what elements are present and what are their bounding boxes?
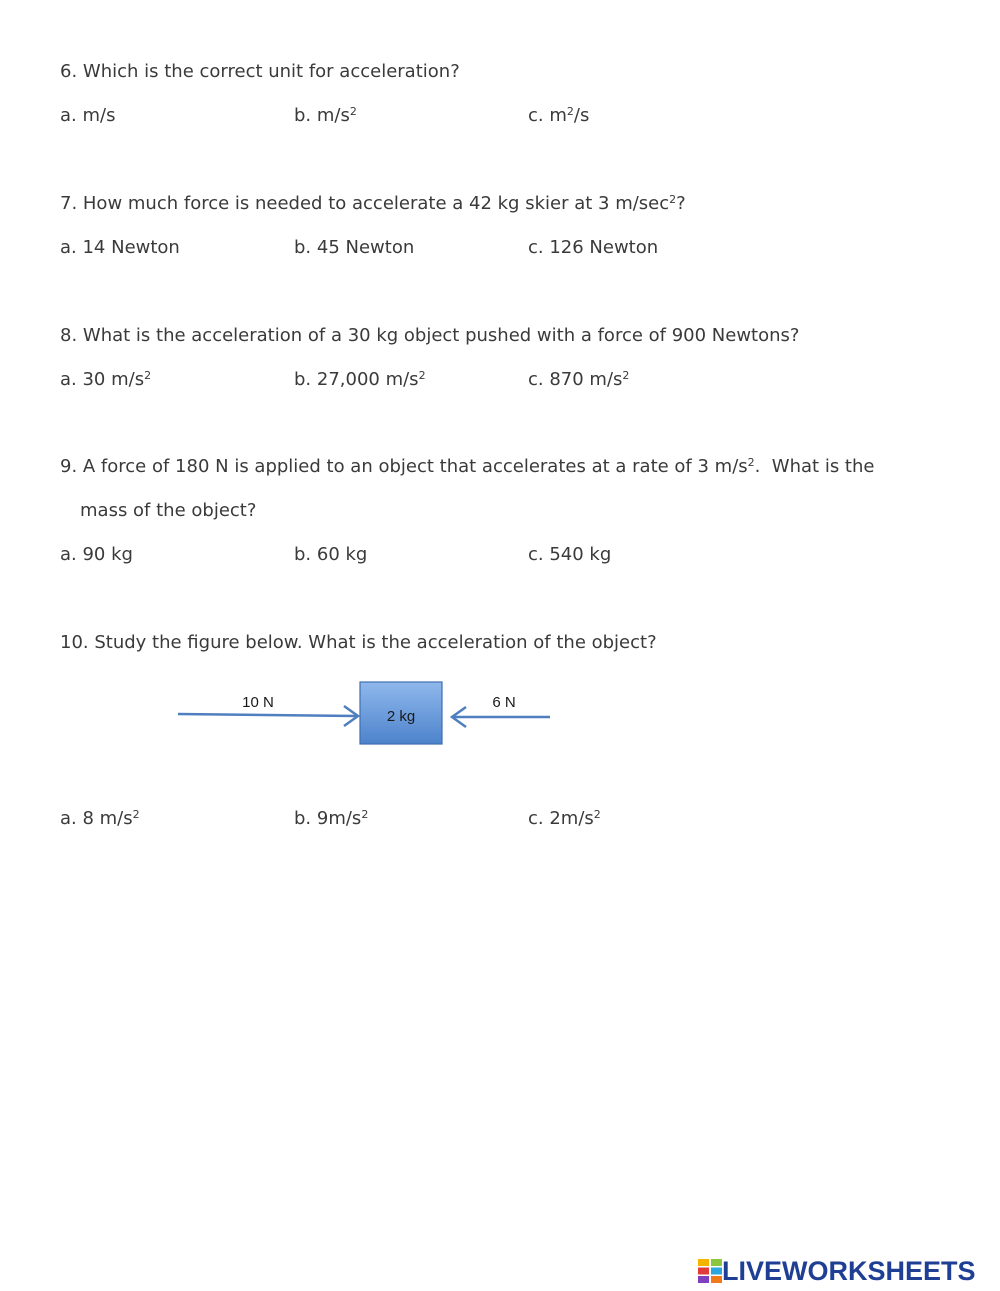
force-diagram — [170, 676, 570, 756]
q8-option-c: c. 870 $m/s^2$ — [528, 369, 630, 390]
q6-option-c: c. $m^2/s$ — [528, 105, 590, 126]
q10-option-a: a. 8 $m/s^2$ — [60, 808, 140, 829]
force-diagram-svg — [170, 676, 570, 756]
q7-option-b: b. 45 Newton — [294, 237, 415, 258]
q10-option-b: b. $9m/s^2$ — [294, 808, 369, 829]
right-force-label: 6 N — [492, 694, 516, 711]
q9-option-b: b. 60 kg — [294, 544, 368, 565]
liveworksheets-logo — [698, 1256, 976, 1286]
q9-option-c: c. 540 kg — [528, 544, 612, 565]
q7-option-a: a. 14 Newton — [60, 237, 180, 258]
left-force-label: 10 N — [242, 694, 274, 711]
question-9-text: 9. A force of 180 N is applied to an object that accelerates at a rate of 3 $m/s^2$. What is the — [60, 456, 875, 477]
q7-option-c: c. 126 Newton — [528, 237, 659, 258]
question-9-text-line2: mass of the object? — [80, 500, 257, 521]
logo-text: LIVEWORKSHEETS — [722, 1255, 976, 1286]
mass-label: 2 kg — [386, 708, 416, 725]
question-6-text: 6. Which is the correct unit for acceleration? — [60, 61, 460, 82]
q10-option-c: c. $2m/s^2$ — [528, 808, 601, 829]
q8-option-b: b. 27,000 $m/s^2$ — [294, 369, 426, 390]
q6-option-b: b. $m/s^2$ — [294, 105, 357, 126]
q9-option-a: a. 90 kg — [60, 544, 133, 565]
question-8-text: 8. What is the acceleration of a 30 kg object pushed with a force of 900 Newtons? — [60, 325, 800, 346]
question-7-text: 7. How much force is needed to accelerate a 42 kg skier at 3 $m/\sec^2$? — [60, 193, 686, 214]
q6-option-a: a. m/s — [60, 105, 116, 126]
logo-grid-icon — [698, 1259, 722, 1283]
question-10-text: 10. Study the figure below. What is the acceleration of the object? — [60, 632, 657, 653]
q8-option-a: a. 30 $m/s^2$ — [60, 369, 152, 390]
